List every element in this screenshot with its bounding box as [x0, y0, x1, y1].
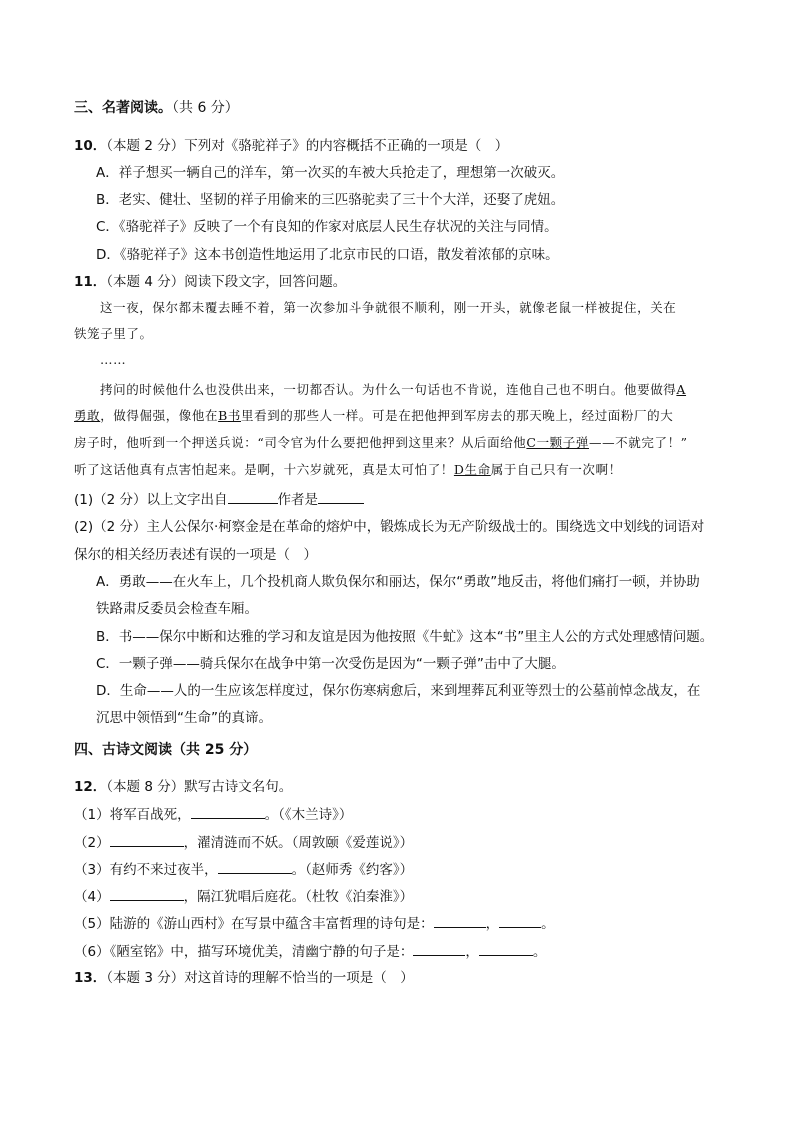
q11-option-c: C．一颗子弹——骑兵保尔在战争中第一次受伤是因为“一颗子弹”击中了大腿。: [96, 656, 565, 672]
item-text: 。: [541, 916, 555, 932]
item-text: ，濯清涟而不妖。（周敦颐《爱莲说》）: [183, 835, 414, 851]
q12-item-6: [74, 941, 546, 962]
q10-option-b: B．老实、健壮、坚韧的祥子用偷来的三匹骆驼卖了三十个大洋，还娶了虎妞。: [96, 192, 565, 208]
passage-text: ，做得倔强，像他在: [100, 408, 219, 423]
q11-stem: [74, 272, 346, 292]
q13-stem: [74, 968, 414, 988]
fill-blank[interactable]: [110, 832, 184, 847]
q12-item-3: [74, 859, 413, 880]
item-text: ，: [465, 944, 479, 960]
q11-sub2-stem-1: (2)（2 分）主人公保尔·柯察金是在革命的熔炉中，锻炼成长为无产阶级战士的。围绕选文中划线的词语对: [74, 519, 705, 535]
q13-number: 13．: [74, 970, 107, 986]
passage-line-5: [74, 433, 688, 453]
item-text: 。（《木兰诗》）: [264, 807, 353, 823]
q12-item-2: [74, 832, 413, 853]
section3-title: 三、名著阅读。: [74, 100, 172, 116]
q12-stem-text: （本题 8 分）默写古诗文名句。: [106, 779, 293, 795]
q11-number: 11．: [74, 274, 107, 290]
fill-blank[interactable]: [479, 941, 533, 956]
mark-c: C一颗子弹: [526, 435, 589, 450]
passage-line-3: [100, 380, 686, 400]
passage-text: ——不就完了！”: [588, 435, 688, 450]
passage-line-4: [74, 406, 673, 426]
underlined-courage: 勇敢: [74, 408, 101, 423]
q11-option-a-1: A．勇敢——在火车上，几个投机商人欺负保尔和丽达，保尔“勇敢”地反击，将他们痛打一顿，并协助: [96, 574, 700, 590]
item-text: （5）陆游的《游山西村》在写景中蕴含丰富哲理的诗句是：: [74, 916, 434, 932]
fill-blank[interactable]: [191, 804, 265, 819]
item-text: （1）将军百战死，: [74, 807, 191, 823]
mark-d: D生命: [453, 462, 491, 477]
q11-option-a-2: 铁路肃反委员会检查车厢。: [96, 601, 258, 617]
passage-line-6: [74, 460, 622, 480]
q12-stem: [74, 777, 292, 797]
q10-option-c: C．《骆驼祥子》反映了一个有良知的作家对底层人民生存状况的关注与同情。: [96, 219, 558, 235]
q11-option-d-2: 沉思中领悟到“生命”的真谛。: [96, 710, 272, 726]
passage-text: 属于自己只有一次啊！: [490, 462, 622, 477]
sub1-author-text: 作者是: [277, 492, 319, 508]
q10-option-d: D．《骆驼祥子》这本书创造性地运用了北京市民的口语，散发着浓郁的京味。: [96, 247, 559, 263]
section4-heading: 四、古诗文阅读（共 25 分）: [74, 742, 258, 758]
passage-line-2: 铁笼子里了。: [74, 326, 153, 341]
passage-text: 拷问的时候他什么也没供出来，一切都否认。为什么一句话也不肯说，连他自己也不明白。他要做得: [100, 382, 677, 397]
q12-number: 12．: [74, 779, 107, 795]
q13-stem-text: （本题 3 分）对这首诗的理解不恰当的一项是（ ）: [106, 970, 414, 986]
sub1-text: (1)（2 分）以上文字出自: [74, 492, 228, 508]
passage-text: 房子时，他听到一个押送兵说：“司令官为什么要把他押到这里来？从后面给他: [74, 435, 527, 450]
fill-blank[interactable]: [413, 941, 465, 956]
item-text: （2）: [74, 835, 110, 851]
q10-option-a: A．祥子想买一辆自己的洋车，第一次买的车被大兵抢走了，理想第一次破灭。: [96, 165, 565, 181]
section3-heading: [74, 98, 239, 118]
book-title-blank[interactable]: [228, 489, 278, 504]
q11-sub2-stem-2: 保尔的相关经历表述有误的一项是（ ）: [74, 547, 317, 563]
fill-blank[interactable]: [110, 886, 184, 901]
item-text: （4）: [74, 889, 110, 905]
q10-stem-text: （本题 2 分）下列对《骆驼祥子》的内容概括不正确的一项是（ ）: [106, 138, 509, 154]
q10-stem: [74, 136, 508, 156]
item-text: ，: [485, 916, 500, 932]
fill-blank[interactable]: [434, 913, 486, 928]
item-text: （6）《陋室铭》中，描写环境优美，清幽宁静的句子是：: [74, 944, 414, 960]
q12-item-5: [74, 913, 555, 934]
section3-score: （共 6 分）: [172, 100, 239, 116]
passage-text: 听了这话他真有点害怕起来。是啊，十六岁就死，真是太可怕了！: [74, 462, 454, 477]
fill-blank[interactable]: [218, 859, 292, 874]
mark-b: B书: [218, 408, 241, 423]
q11-option-d-1: D．生命——人的一生应该怎样度过，保尔伤寒病愈后，来到埋葬瓦利亚等烈士的公墓前悼念战友，在: [96, 683, 701, 699]
q10-number: 10．: [74, 138, 107, 154]
item-text: ，隔江犹唱后庭花。（杜牧《泊秦淮》）: [183, 889, 414, 905]
fill-blank[interactable]: [499, 913, 541, 928]
passage-ellipsis: ……: [100, 352, 127, 367]
item-text: （3）有约不来过夜半，: [74, 862, 218, 878]
q11-option-b: B．书——保尔中断和达雅的学习和友谊是因为他按照《牛虻》这本“书”里主人公的方式处理感情问题。: [96, 629, 714, 645]
q12-item-4: [74, 886, 413, 907]
item-text: 。（赵师秀《约客》）: [291, 862, 414, 878]
author-blank[interactable]: [318, 489, 364, 504]
item-text: 。: [532, 944, 547, 960]
q11-sub1: [74, 489, 364, 510]
q12-item-1: [74, 804, 352, 825]
q11-stem-text: （本题 4 分）阅读下段文字，回答问题。: [106, 274, 347, 290]
passage-text: 里看到的那些人一样。可是在把他押到军房去的那天晚上，经过面粉厂的大: [241, 408, 674, 423]
mark-a: A: [676, 382, 687, 397]
passage-line-1: 这一夜，保尔都未覆去睡不着，第一次参加斗争就很不顺利，刚一开头，就像老鼠一样被捉住，关在: [100, 300, 677, 315]
